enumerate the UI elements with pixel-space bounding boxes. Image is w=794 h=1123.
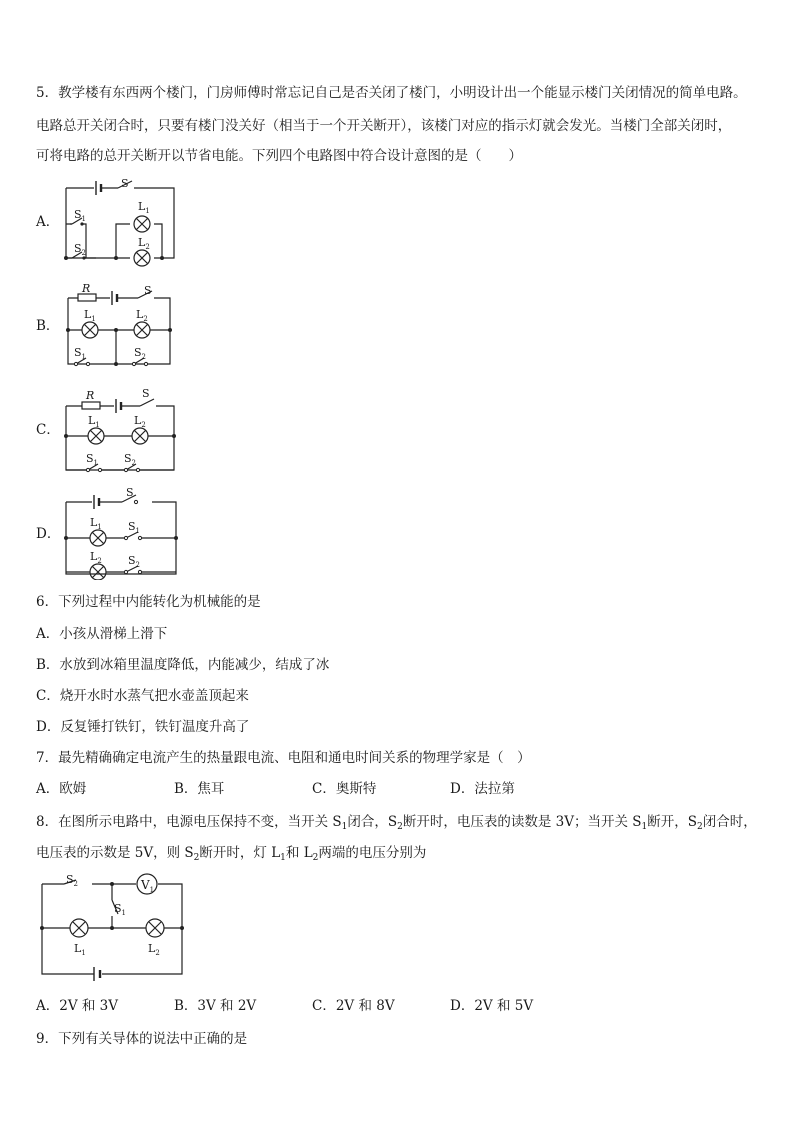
label-s1: $S_1$ <box>86 452 99 467</box>
q8-option-d: D．2V 和 5V <box>450 998 534 1014</box>
voltmeter-label: $V_1$ <box>141 878 155 894</box>
circuit-diagram-q8 <box>36 870 188 982</box>
q5-line-3: 可将电路的总开关断开以节省电能。下列四个电路图中符合设计意图的是（ ） <box>36 148 522 164</box>
label-l1: $L_1$ <box>138 200 150 215</box>
q8-option-c: C．2V 和 8V <box>312 998 395 1014</box>
label-s: S <box>121 177 129 190</box>
circuit-diagram-a <box>58 176 188 268</box>
label-s2: $S_2$ <box>66 873 79 888</box>
q8-line-1: 8．在图所示电路中，电源电压保持不变，当开关 $S_1$闭合，$S_2$断开时，电压表的读数是 3V；当开关 $S_1$断开，$S_2$闭合时， <box>36 814 757 832</box>
label-l1: $L_1$ <box>90 516 102 531</box>
label-l2: $L_2$ <box>148 942 160 957</box>
label-s1: $S_1$ <box>114 902 127 917</box>
label-r: R <box>86 389 95 402</box>
q7-options <box>36 779 515 799</box>
label-s1: $S_1$ <box>128 520 141 535</box>
q6-option-d: D．反复锤打铁钉，铁钉温度升高了 <box>36 719 250 735</box>
label-s2: $S_2$ <box>134 346 147 361</box>
label-s2: $S_2$ <box>124 452 137 467</box>
q5-line-2: 电路总开关闭合时，只要有楼门没关好（相当于一个开关断开），该楼门对应的指示灯就会发光。当楼门全部关闭时， <box>36 118 732 134</box>
q5-option-a-label: A． <box>36 214 60 230</box>
q8-option-b: B．3V 和 2V <box>174 998 257 1014</box>
q9-stem: 9．下列有关导体的说法中正确的是 <box>36 1031 248 1047</box>
label-s1: $S_1$ <box>74 208 87 223</box>
label-s: S <box>142 387 150 400</box>
q5-line-1: 5．教学楼有东西两个楼门，门房师傅时常忘记自己是否关闭了楼门，小明设计出一个能显示楼门关闭情况的简单电路。 <box>36 85 747 101</box>
q5-option-c-label: C． <box>36 422 60 438</box>
label-s1: $S_1$ <box>74 346 87 361</box>
label-l1: $L_1$ <box>84 308 96 323</box>
circuit-diagram-d <box>60 486 182 580</box>
label-s: S <box>126 486 134 499</box>
q5-option-b-label: B． <box>36 318 60 334</box>
q8-options <box>36 996 533 1016</box>
label-l2: $L_2$ <box>138 236 150 251</box>
q7-option-b: B．焦耳 <box>174 781 225 797</box>
label-l2: $L_2$ <box>90 550 102 565</box>
circuit-diagram-c <box>60 386 182 474</box>
q6-option-b: B．水放到冰箱里温度降低，内能减少，结成了冰 <box>36 657 330 673</box>
q6-stem: 6．下列过程中内能转化为机械能的是 <box>36 594 261 610</box>
label-l1: $L_1$ <box>88 414 100 429</box>
q7-option-d: D．法拉第 <box>450 781 515 797</box>
q5-option-d-label: D． <box>36 526 61 542</box>
circuit-diagram-b <box>60 282 180 370</box>
label-s: S <box>144 284 152 297</box>
label-r: R <box>82 282 91 295</box>
q7-option-c: C．奥斯特 <box>312 781 377 797</box>
q6-option-c: C．烧开水时水蒸气把水壶盖顶起来 <box>36 688 249 704</box>
label-l2: $L_2$ <box>134 414 146 429</box>
q7-stem: 7．最先精确确定电流产生的热量跟电流、电阻和通电时间关系的物理学家是（ ） <box>36 750 531 766</box>
q8-option-a: A．2V 和 3V <box>36 998 119 1014</box>
label-l1: $L_1$ <box>74 942 86 957</box>
q6-option-a: A．小孩从滑梯上滑下 <box>36 626 168 642</box>
label-s2: $S_2$ <box>74 242 87 257</box>
label-l2: $L_2$ <box>136 308 148 323</box>
q8-line-2: 电压表的示数是 5V，则 $S_2$断开时，灯 $L_1$和 $L_2$两端的电压分别为 <box>36 845 427 863</box>
q7-option-a: A．欧姆 <box>36 781 87 797</box>
label-s2: $S_2$ <box>128 554 141 569</box>
